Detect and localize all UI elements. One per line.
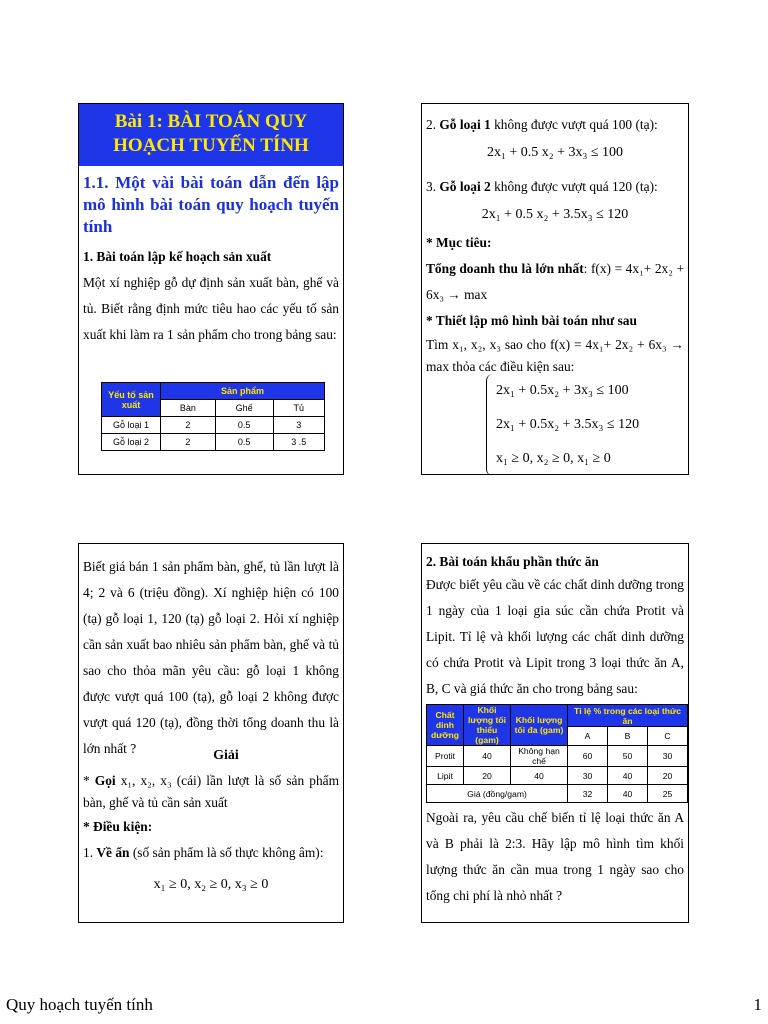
problem-heading: 1. Bài toán lập kế hoạch sản xuất [83,249,272,264]
table-cell: 40 [607,767,647,785]
table-cell: 0.5 [215,434,273,451]
table-group-header: Sản phẩm [161,383,325,400]
condition-1: 1. Về ẩn (số sản phẩm là số thực không âm): [83,845,324,860]
table-row [427,767,688,785]
table-cell: Protit [427,746,464,767]
problem-paragraph: Một xí nghiệp gỗ dự định sản xuất bàn, ghế và tủ. Biết rằng định mức tiêu hao các yếu tố sản xuất khi làm ra 1 sản phẩm cho trong bảng sau: [83,275,339,342]
condition-1-expression: x₁ ≥ 0, x₂ ≥ 0, x₃ ≥ 0 [153,877,269,892]
inequality-2: 2x₁ + 0.5 x₂ + 3.5x₃ ≤ 120 [481,207,629,222]
table-cell: 3 [273,417,324,434]
constraint-2: 2. Gỗ loại 1 không được vượt quá 100 (tạ): [426,117,658,132]
table-cell: Gỗ loại 2 [102,434,161,451]
table-cell: Lipit [427,767,464,785]
table-cell: 3 .5 [273,434,324,451]
table-cell: Gỗ loại 1 [102,417,161,434]
footer-title: Quy hoạch tuyến tính [6,995,153,1014]
table-row [102,417,325,434]
system-row: x₁ ≥ 0, x₂ ≥ 0, x₁ ≥ 0 [496,451,611,466]
table-cell: 60 [568,746,608,767]
table-cell: 30 [647,746,687,767]
system-row: 2x₁ + 0.5x₂ + 3.5x₃ ≤ 120 [496,417,640,432]
variables-definition: * Gọi x₁, x₂, x₃ (cái) lần lượt là số sản phẩm bàn, ghế và tủ cần sản xuất [83,773,339,810]
table-cell: 40 [464,746,511,767]
diet-question: Ngoài ra, yêu cầu chế biến tỉ lệ loại thức ăn A và B phải là 2:3. Hãy lập mô hình tìm khối lượng thức ăn cần mua trong 1 ngày sao cho tổng chi phí là nhỏ nhất ? [426,810,684,903]
table-cell: 20 [647,767,687,785]
table-cell: 30 [568,767,608,785]
inequality-1: 2x₁ + 0.5 x₂ + 3x₃ ≤ 100 [486,145,624,160]
model-text: Tìm x₁, x₂, x₃ sao cho f(x) = 4x₁+ 2x₂ + 6x₃ → max thỏa các điều kiện sau: [426,337,684,374]
table-col-header: Tủ [273,400,324,417]
table-col-header: B [607,727,647,746]
solution-heading: Giải [213,748,239,763]
diet-heading: 2. Bài toán khẩu phần thức ăn [426,554,599,569]
constraint-3: 3. Gỗ loại 2 không được vượt quá 120 (tạ): [426,179,658,194]
table-row-header: Yếu tố sản xuất [102,383,161,417]
conditions-label: * Điều kiện: [83,819,153,834]
table-cell: 20 [464,767,511,785]
table-row [427,785,688,803]
table-cell: 2 [161,417,216,434]
table-header: Tỉ lệ % trong các loại thức ăn [568,705,688,727]
table-header: Chất dinh dưỡng [427,705,464,746]
brace-symbol [486,374,493,475]
table-cell: Giá (đồng/gam) [427,785,568,803]
objective-label: * Mục tiêu: [426,235,492,250]
system-row: 2x₁ + 0.5x₂ + 3x₃ ≤ 100 [496,383,629,398]
table-col-header: C [647,727,687,746]
table-header: Khối lượng tối đa (gam) [511,705,568,746]
slide-1 [78,103,344,475]
table-cell: 0.5 [215,417,273,434]
objective-expression: Tổng doanh thu là lớn nhất: f(x) = 4x₁+ 2x₂ + 6x₃ → max [426,261,685,302]
production-table [101,382,325,451]
slide-3 [78,543,344,923]
model-heading: * Thiết lập mô hình bài toán như sau [426,313,637,328]
constraint-system [486,374,688,475]
section-heading: 1.1. Một vài bài toán dẫn đến lập mô hình bài toán quy hoạch tuyến tính [83,173,339,236]
nutrition-table [426,704,688,803]
table-cell: 40 [607,785,647,803]
table-row [102,434,325,451]
table-col-header: Ghế [215,400,273,417]
table-col-header: Bàn [161,400,216,417]
table-cell: Không hạn chế [511,746,568,767]
slide-title: Bài 1: BÀI TOÁN QUY HOẠCH TUYẾN TÍNH [79,104,343,166]
table-cell: 50 [607,746,647,767]
problem-statement: Biết giá bán 1 sản phẩm bàn, ghế, tủ lần lượt là 4; 2 và 6 (triệu đồng). Xí nghiệp hiện có 100 (tạ) gỗ loại 1, 120 (tạ) gỗ loại 2. Hỏi xí nghiệp cần sản xuất bao nhiêu sản phẩm bàn, ghế và tủ sao cho thỏa mãn yêu cầu: gỗ loại 1 không được vượt quá 100 (tạ), gỗ loại 2 không được vượt quá 120 (tạ), đồng thời tổng doanh thu là lớn nhất ? [83,559,339,756]
table-row [427,746,688,767]
table-cell: 25 [647,785,687,803]
table-cell: 2 [161,434,216,451]
slide-2 [421,103,689,475]
table-col-header: A [568,727,608,746]
diet-paragraph: Được biết yêu cầu về các chất dinh dưỡng trong 1 ngày của 1 loại gia súc cần chứa Protit và Lipit. Tỉ lệ và khối lượng các chất dinh dưỡng có chứa Protit và Lipit trong 3 loại thức ăn A, B, C và giá thức ăn cho trong bảng sau: [426,577,684,696]
table-cell: 32 [568,785,608,803]
table-header: Khối lượng tối thiểu (gam) [464,705,511,746]
slide-4 [421,543,689,923]
table-cell: 40 [511,767,568,785]
page-number: 1 [753,995,762,1014]
